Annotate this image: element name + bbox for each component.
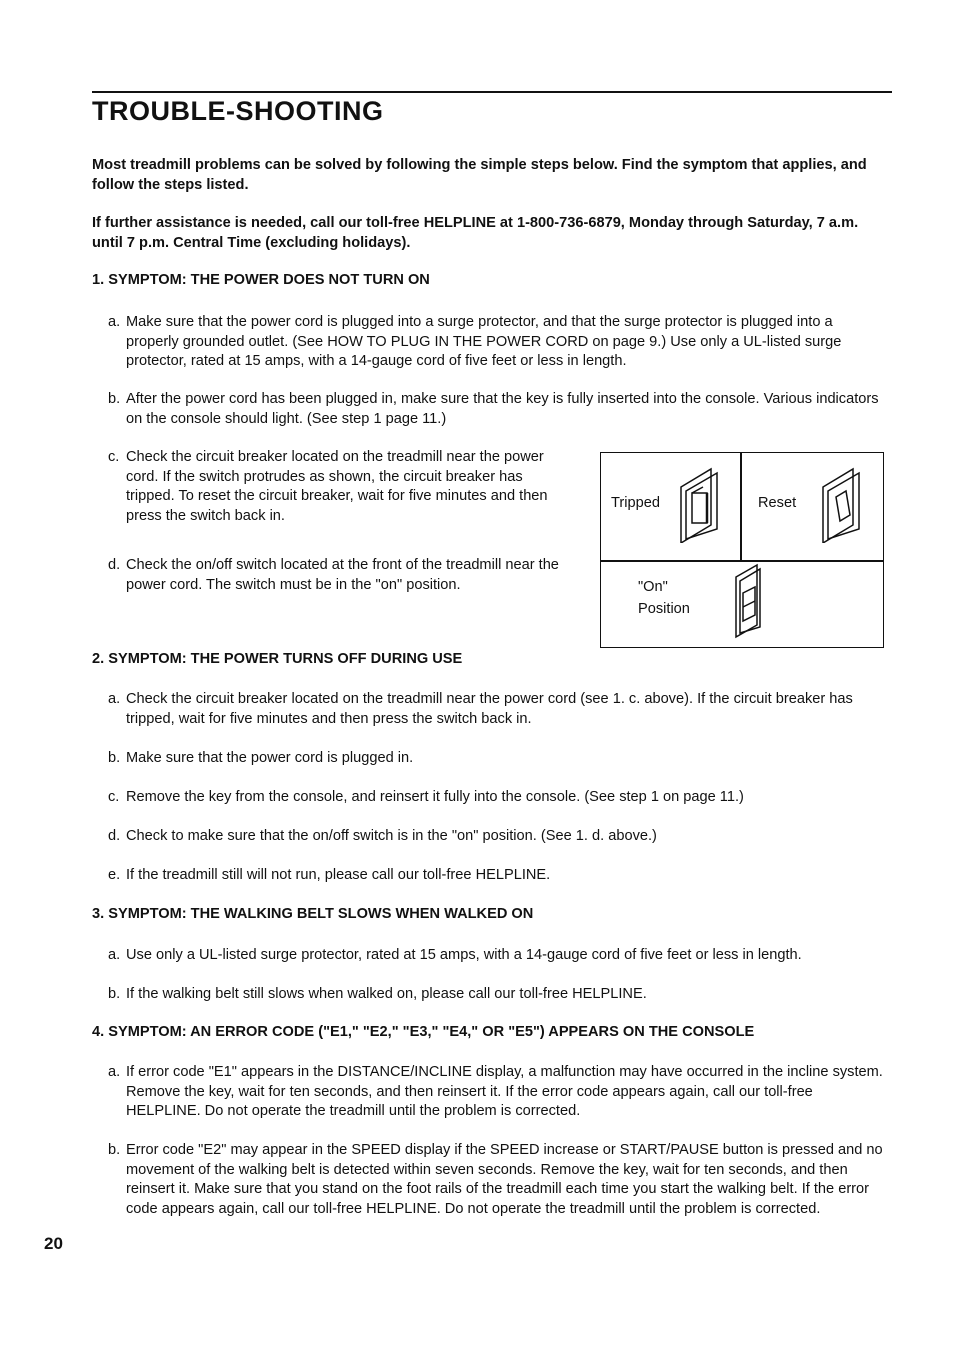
list-item [108,313,886,372]
item-letter: a. [108,691,121,707]
page-number: 20 [44,1234,63,1253]
tripped-switch-icon [677,467,721,543]
list-item [108,556,563,595]
item-letter: b. [108,391,121,407]
item-letter: a. [108,314,121,330]
section-heading-1: 1. SYMPTOM: THE POWER DOES NOT TURN ON [92,272,430,288]
list-item [108,985,886,1005]
reset-switch-icon [819,467,863,543]
item-text: If the treadmill still will not run, please call our toll-free HELPLINE. [126,867,551,883]
list-item [108,749,886,769]
item-text: If error code "E1" appears in the DISTANCE/INCLINE display, a malfunction may have occurred in the incline system. Remove the key, wait for ten seconds, and then reinsert it. If the error code appears again, call our toll-free HELPLINE. Do not operate the treadmill until the problem is corrected. [126,1064,883,1119]
item-text: Error code "E2" may appear in the SPEED display if the SPEED increase or START/PAUSE button is pressed and no movement of the walking belt is detected within seven seconds. Remove the key, wait for ten seconds, and then reinsert it. Make sure that you stand on the foot rails of the treadmill each time you start the walking belt. If the error code appears again, call our toll-free HELPLINE. Do not operate the treadmill until the problem is corrected. [126,1142,883,1217]
item-letter: d. [108,557,121,573]
item-letter: a. [108,947,121,963]
figure-divider [740,453,742,560]
item-letter: d. [108,828,121,844]
list-item [108,448,558,526]
list-item [108,690,886,729]
list-item [108,390,886,429]
reset-label: Reset [758,495,797,511]
list-item [108,788,886,808]
list-item [108,1063,886,1122]
item-letter: a. [108,1064,121,1080]
intro-paragraph: Most treadmill problems can be solved by following the simple steps below. Find the symptom that applies, and follow the steps listed. [92,157,867,193]
section-heading-2: 2. SYMPTOM: THE POWER TURNS OFF DURING USE [92,651,463,667]
title-rule [92,91,892,93]
list-item [108,946,886,966]
on-label: "On" [638,579,668,595]
item-letter: b. [108,986,121,1002]
on-switch-icon [733,563,763,639]
section-heading-4: 4. SYMPTOM: AN ERROR CODE ("E1," "E2," "E3," "E4," OR "E5") APPEARS ON THE CONSOLE [92,1024,755,1040]
item-letter: e. [108,867,121,883]
item-text: Check to make sure that the on/off switch is in the "on" position. (See 1. d. above.) [126,828,657,844]
list-item [108,827,886,847]
tripped-label: Tripped [611,495,660,511]
item-letter: c. [108,449,120,465]
section-heading-3: 3. SYMPTOM: THE WALKING BELT SLOWS WHEN WALKED ON [92,906,534,922]
item-text: Remove the key from the console, and reinsert it fully into the console. (See step 1 on page 11.) [126,789,744,805]
item-text: If the walking belt still slows when walked on, please call our toll-free HELPLINE. [126,986,647,1002]
item-letter: c. [108,789,120,805]
list-item [108,866,886,886]
item-letter: b. [108,750,121,766]
item-text: Check the on/off switch located at the front of the treadmill near the power cord. The switch must be in the "on" position. [126,557,559,593]
item-text: After the power cord has been plugged in, make sure that the key is fully inserted into the console. Various indicators on the console should light. (See step 1 page 11.) [126,391,879,427]
position-label: Position [638,601,690,617]
item-text: Make sure that the power cord is plugged into a surge protector, and that the surge protector is plugged into a properly grounded outlet. (See HOW TO PLUG IN THE POWER CORD on page 9.) Use only a UL-listed surge protector, rated at 15 amps, with a 14-gauge cord of five feet or less in length. [126,314,842,369]
list-item [108,1141,886,1219]
helpline-paragraph: If further assistance is needed, call our toll-free HELPLINE at 1-800-736-6879, Monday through Saturday, 7 a.m. until 7 p.m. Central Time (excluding holidays). [92,215,859,251]
item-text: Use only a UL-listed surge protector, rated at 15 amps, with a 14-gauge cord of five feet or less in length. [126,947,802,963]
figure-divider [601,560,883,562]
item-letter: b. [108,1142,121,1158]
switch-diagram [600,452,884,648]
item-text: Make sure that the power cord is plugged in. [126,750,414,766]
item-text: Check the circuit breaker located on the treadmill near the power cord (see 1. c. above). If the circuit breaker has tripped, wait for five minutes and then press the switch back in. [126,691,853,727]
item-text: Check the circuit breaker located on the treadmill near the power cord. If the switch protrudes as shown, the circuit breaker has tripped. To reset the circuit breaker, wait for five minutes and then press the switch back in. [126,449,548,524]
page-title: TROUBLE-SHOOTING [92,96,384,126]
